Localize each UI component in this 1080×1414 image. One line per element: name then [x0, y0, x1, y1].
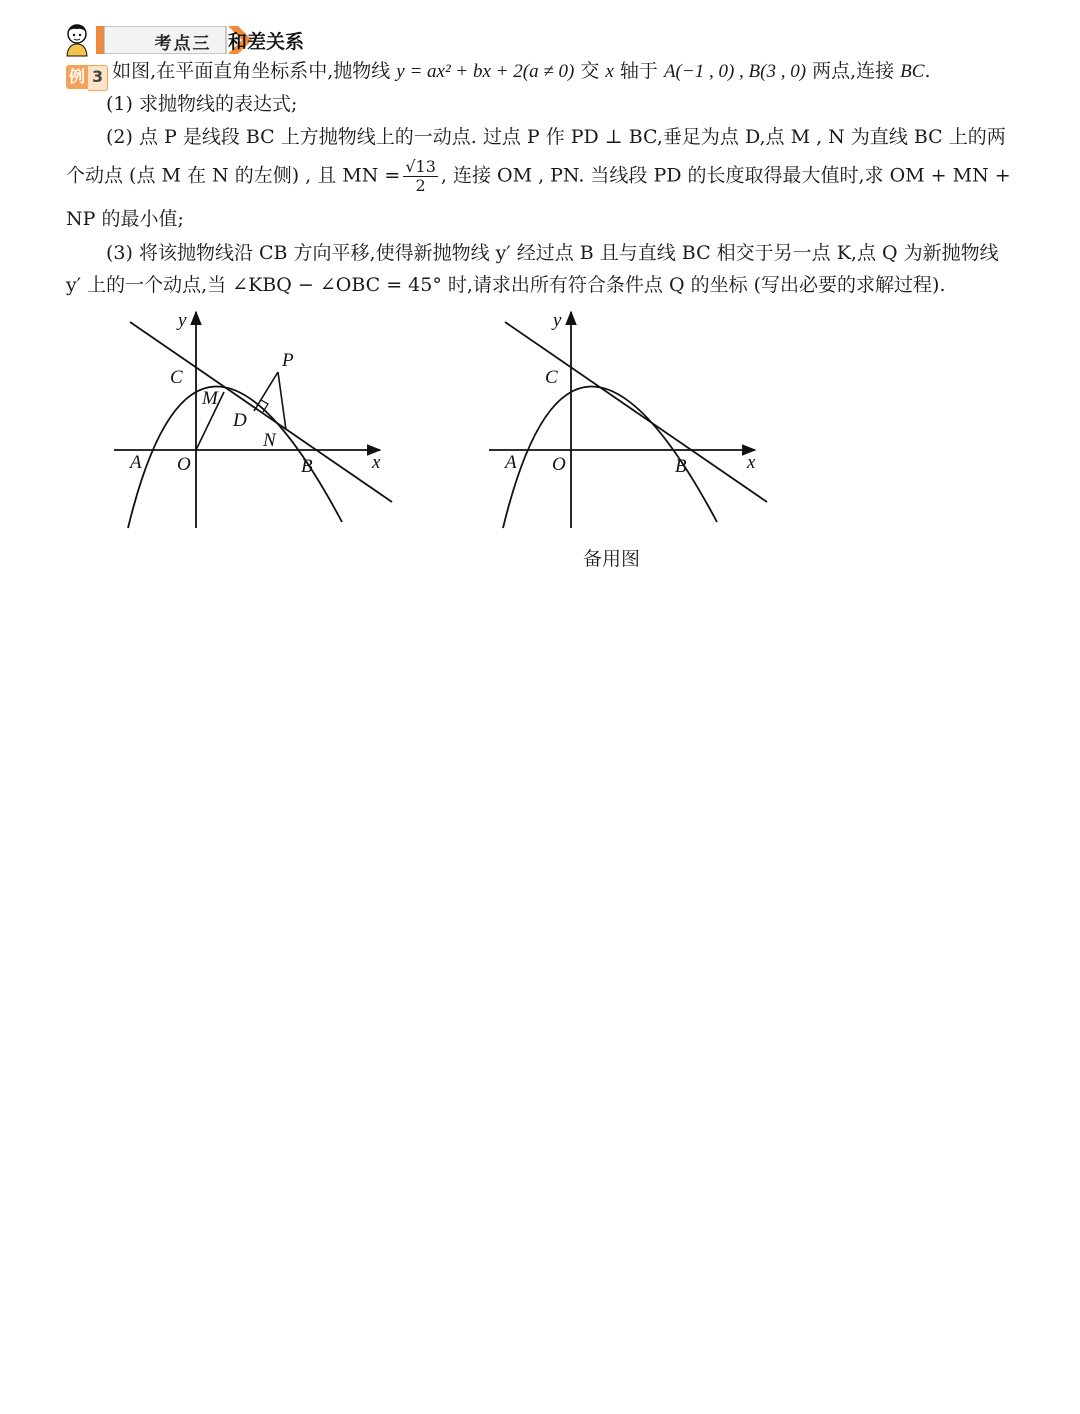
spare-figure-caption: 备用图: [583, 548, 641, 570]
question-2-line-2: [66, 158, 1011, 195]
label-p: P: [282, 350, 294, 371]
segment-pn: [278, 372, 286, 430]
question-3-line-2: y′ 上的一个动点,当 ∠KBQ − ∠OBC = 45° 时,请求出所有符合条件点 Q 的坐标 (写出必要的求解过程).: [66, 274, 946, 296]
label-a: A: [130, 452, 142, 473]
fraction-numerator: √13: [405, 157, 436, 176]
question-2-text-a: 个动点 (点 M 在 N 的左侧) , 且 MN =: [66, 164, 401, 187]
label-o: O: [552, 454, 566, 475]
label-b: B: [675, 456, 687, 477]
example-badge-number: 3: [88, 65, 108, 91]
statement-text: 如图,在平面直角坐标系中,抛物线: [112, 60, 397, 82]
label-d: D: [233, 410, 247, 431]
line-bc: [505, 322, 767, 502]
line-bc: [130, 322, 392, 502]
statement-text: 轴于: [613, 60, 664, 82]
topic-tag-label: 考点三: [154, 34, 212, 54]
section-header: [62, 20, 482, 60]
label-b: B: [301, 456, 313, 477]
fraction-sqrt13-over-2: [403, 158, 438, 195]
question-2-text-b: , 连接 OM , PN. 当线段 PD 的长度取得最大值时,求 OM + MN +: [440, 164, 1011, 187]
example-badge: [66, 63, 108, 87]
right-angle-mark: [261, 400, 268, 412]
x-symbol: x: [605, 61, 614, 82]
label-m: M: [202, 388, 218, 409]
label-c: C: [170, 367, 183, 388]
parabola-equation: y = ax² + bx + 2(a ≠ 0): [396, 61, 575, 82]
figure-2-diagram: [475, 300, 785, 540]
question-2-line-3: NP 的最小值;: [66, 208, 184, 230]
problem-statement-line: [66, 58, 931, 87]
points-ab: A(−1 , 0) , B(3 , 0): [663, 61, 807, 82]
label-c: C: [545, 367, 558, 388]
question-1: (1) 求抛物线的表达式;: [106, 93, 298, 115]
student-avatar-icon: [62, 22, 96, 58]
label-y: y: [178, 310, 187, 331]
label-a: A: [505, 452, 517, 473]
label-x: x: [372, 452, 381, 473]
example-badge-word: 例: [66, 65, 88, 89]
segment-bc: BC: [900, 61, 925, 82]
label-n: N: [263, 430, 276, 451]
question-2-line-1: (2) 点 P 是线段 BC 上方抛物线上的一动点. 过点 P 作 PD ⊥ BC,垂足为点 D,点 M , N 为直线 BC 上的两: [106, 126, 1006, 148]
question-3-line-1: (3) 将该抛物线沿 CB 方向平移,使得新抛物线 y′ 经过点 B 且与直线 BC 相交于另一点 K,点 Q 为新抛物线: [106, 242, 999, 264]
label-x: x: [747, 452, 756, 473]
label-y: y: [553, 310, 562, 331]
statement-text: 交: [574, 60, 606, 82]
statement-text: 两点,连接: [806, 60, 901, 82]
figure-1-diagram: [100, 300, 410, 540]
label-o: O: [177, 454, 191, 475]
statement-end: .: [924, 60, 931, 82]
segment-pd: [254, 372, 278, 411]
fraction-denominator: 2: [415, 176, 426, 195]
section-title: 和差关系: [228, 31, 305, 53]
